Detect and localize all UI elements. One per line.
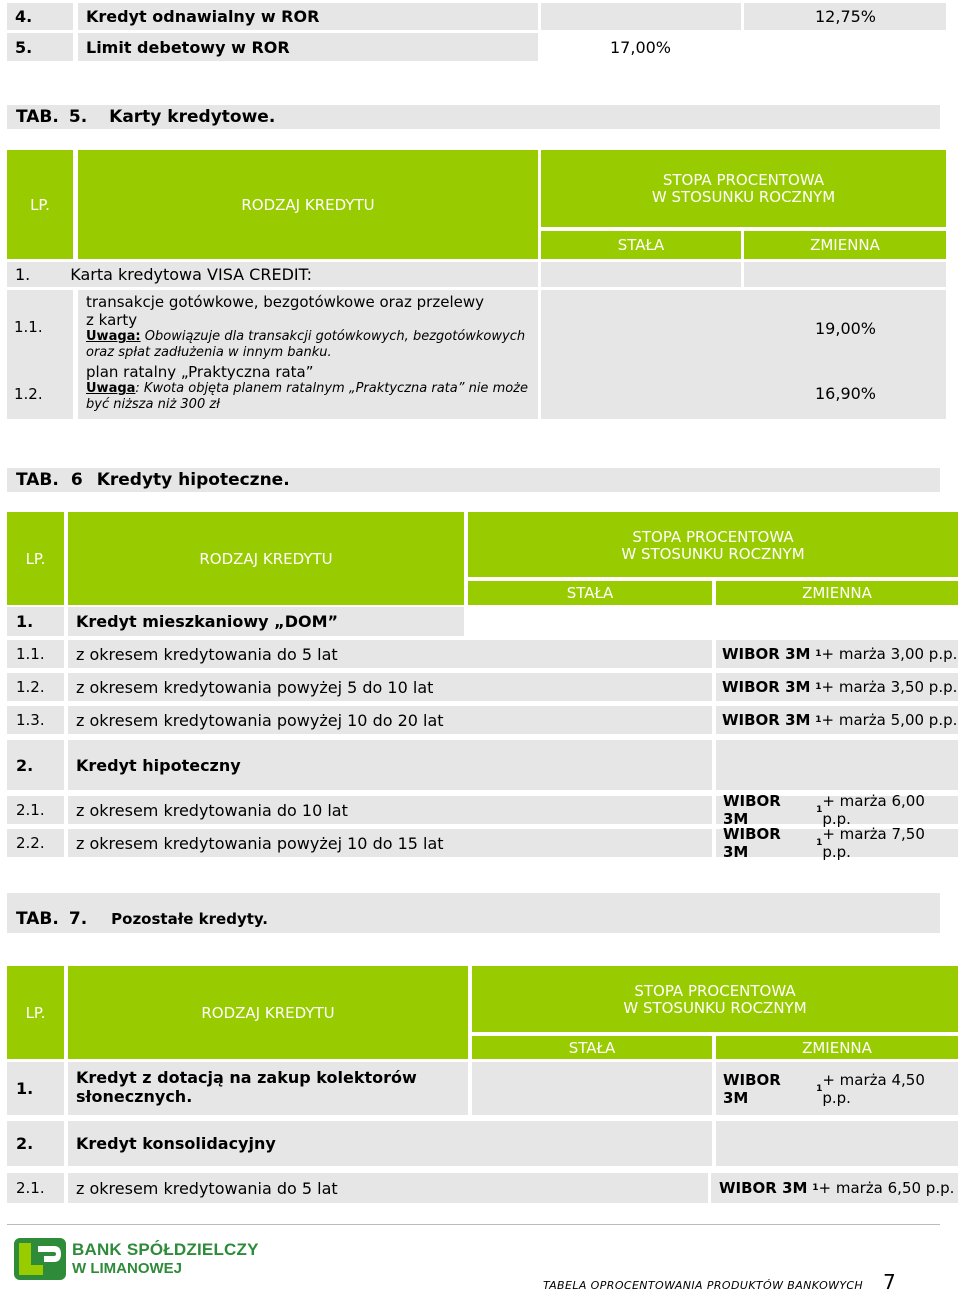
row-number: 4. — [7, 3, 73, 30]
header-variable: ZMIENNA — [716, 581, 958, 605]
header-rate-line2: W STOSUNKU ROCZNYM — [651, 188, 836, 206]
footnote-mark: 1 — [815, 715, 822, 725]
header-credit-type: RODZAJ KREDYTU — [68, 512, 464, 605]
header-lp: LP. — [7, 512, 64, 605]
wibor: WIBOR 3M — [719, 1179, 808, 1197]
section-title: Karta kredytowa VISA CREDIT: — [70, 265, 313, 284]
title-text: Pozostałe kredyty. — [111, 910, 269, 928]
header-rate-line2: W STOSUNKU ROCZNYM — [621, 545, 805, 563]
note-text: : Kwota objęta planem ratalnym „Praktyczna rata” nie może być niższa niż 300 zł — [86, 381, 529, 412]
margin: + marża 3,50 p.p. — [821, 678, 958, 696]
section-konsolidacyjny: Kredyt konsolidacyjny — [68, 1121, 712, 1166]
footer-caption: TABELA OPROCENTOWANIA PRODUKTÓW BANKOWYCH — [543, 1279, 864, 1292]
header-fixed: STAŁA — [472, 1036, 712, 1059]
bank-name-line1: BANK SPÓŁDZIELCZY — [72, 1240, 259, 1259]
section-number — [7, 740, 64, 790]
header-rate-line1: STOPA PROCENTOWA — [634, 982, 796, 1000]
wibor: WIBOR 3M — [723, 825, 781, 861]
row-number: 1.2. — [7, 673, 64, 701]
footer-divider — [7, 1224, 940, 1225]
note-text: Obowiązuje dla transakcji gotówkowych, bezgotówkowych oraz spłat zadłużenia w innym banku. — [86, 329, 526, 360]
bank-logo-icon — [14, 1238, 66, 1280]
footnote-mark: 1 — [816, 805, 823, 815]
rate-value: 19,00% — [815, 319, 877, 338]
row2-line1: plan ratalny „Praktyczna rata” — [86, 363, 314, 381]
footnote-mark: 1 — [816, 1083, 823, 1094]
row1-line2: z karty — [86, 311, 138, 329]
note-label: Uwaga: — [86, 329, 141, 344]
empty-cell — [716, 740, 958, 790]
header-rate-line2: W STOSUNKU ROCZNYM — [623, 999, 807, 1017]
page-number: 7 — [883, 1270, 896, 1294]
margin: + marża 6,50 p.p. — [818, 1179, 955, 1197]
header-rate-line1: STOPA PROCENTOWA — [662, 171, 825, 189]
footnote-mark: 1 — [815, 649, 822, 659]
row-name: z okresem kredytowania do 5 lat — [68, 640, 712, 668]
wibor: WIBOR 3M — [722, 711, 811, 729]
section-number-text: 1. — [16, 612, 34, 631]
wibor: WIBOR 3M — [723, 792, 781, 828]
header-lp: LP. — [7, 150, 73, 259]
header-interest-rate — [468, 512, 958, 577]
row-number: 1.3. — [7, 706, 64, 734]
row-number: 1.1. — [14, 318, 43, 336]
row-number: 2.1. — [7, 1173, 64, 1203]
row-rate — [711, 1173, 958, 1203]
title-number: 7. — [68, 909, 88, 929]
section-number-text: 2. — [16, 755, 34, 775]
section-number: 1. — [15, 265, 31, 284]
section-visa-credit — [7, 262, 538, 287]
rate-cell — [541, 290, 946, 419]
row-rate — [716, 1062, 958, 1115]
row-number: 2.2. — [7, 829, 64, 857]
row1-line1: transakcje gotówkowe, bezgotówkowe oraz przelewy — [86, 293, 484, 311]
empty-cell — [716, 1121, 958, 1166]
table-6-title — [7, 468, 940, 492]
header-lp: LP. — [7, 966, 64, 1059]
row-number: 1.1. — [7, 640, 64, 668]
margin: + marża 5,00 p.p. — [821, 711, 958, 729]
empty-cell — [541, 262, 741, 287]
row-name: z okresem kredytowania do 10 lat — [68, 796, 712, 824]
section-hipoteczny: Kredyt hipoteczny — [68, 740, 712, 790]
header-credit-type: RODZAJ KREDYTU — [68, 966, 468, 1059]
row-value: 17,00% — [610, 37, 672, 57]
wibor: WIBOR 3M — [722, 678, 811, 696]
bank-name-line2: W LIMANOWEJ — [72, 1260, 182, 1277]
wibor: WIBOR 3M — [722, 645, 811, 663]
row-name-line1: Kredyt z dotacją na zakup kolektorów — [76, 1068, 417, 1087]
header-interest-rate — [472, 966, 958, 1032]
row-number: 5. — [7, 33, 73, 61]
row-rate — [716, 706, 958, 734]
header-fixed: STAŁA — [541, 231, 741, 259]
margin: + marża 6,00 p.p. — [822, 792, 925, 828]
header-interest-rate — [541, 150, 946, 227]
header-variable: ZMIENNA — [744, 231, 946, 259]
footnote-mark: 1 — [812, 1183, 819, 1193]
row-rate — [716, 825, 958, 861]
margin: + marża 3,00 p.p. — [821, 645, 958, 663]
row-number: 1.2. — [14, 385, 43, 403]
section-number — [7, 607, 64, 636]
margin: + marża 7,50 p.p. — [822, 825, 925, 861]
row1-note — [86, 329, 530, 361]
row-name: z okresem kredytowania powyżej 5 do 10 lat — [68, 673, 712, 701]
row-name: z okresem kredytowania powyżej 10 do 20 lat — [68, 706, 712, 734]
row-number: 2.1. — [7, 796, 64, 824]
table-7-title — [7, 893, 940, 933]
row-rate — [716, 673, 958, 701]
title-prefix: TAB. — [16, 470, 59, 490]
title-prefix: TAB. — [16, 107, 59, 127]
section-dom: Kredyt mieszkaniowy „DOM” — [68, 607, 464, 636]
footnote-mark: 1 — [815, 682, 822, 692]
margin: + marża 4,50 p.p. — [822, 1070, 925, 1107]
row-name: Limit debetowy w ROR — [78, 33, 538, 61]
title-text: Karty kredytowe. — [109, 107, 276, 127]
header-variable: ZMIENNA — [716, 1036, 958, 1059]
header-rate-line1: STOPA PROCENTOWA — [632, 528, 794, 546]
row-name: z okresem kredytowania powyżej 10 do 15 lat — [68, 829, 712, 857]
row2-note — [86, 381, 530, 413]
title-text: Kredyty hipoteczne. — [96, 470, 290, 490]
wibor: WIBOR 3M — [723, 1070, 781, 1107]
row-number: 1. — [7, 1062, 64, 1115]
title-number: 5. — [68, 107, 88, 127]
table-5-title — [7, 105, 940, 129]
empty-cell — [744, 262, 946, 287]
row-value: 12,75% — [744, 3, 946, 30]
empty-cell — [541, 3, 741, 30]
row-name: z okresem kredytowania do 5 lat — [68, 1173, 708, 1203]
section-number: 2. — [7, 1121, 64, 1166]
description-cell — [78, 290, 538, 419]
row-rate — [716, 640, 958, 668]
note-label: Uwaga — [86, 381, 136, 396]
header-fixed: STAŁA — [468, 581, 712, 605]
row-name: Kredyt odnawialny w ROR — [78, 3, 538, 30]
bank-logo — [14, 1238, 259, 1282]
header-credit-type: RODZAJ KREDYTU — [78, 150, 538, 259]
footnote-mark: 1 — [816, 838, 823, 848]
title-prefix: TAB. — [16, 909, 59, 929]
row-name — [68, 1062, 468, 1115]
empty-cell — [472, 1062, 712, 1115]
row-rate — [716, 792, 958, 828]
rate-value: 16,90% — [815, 384, 877, 403]
title-number: 6 — [70, 470, 83, 490]
row-name-line2: słonecznych. — [76, 1087, 193, 1106]
